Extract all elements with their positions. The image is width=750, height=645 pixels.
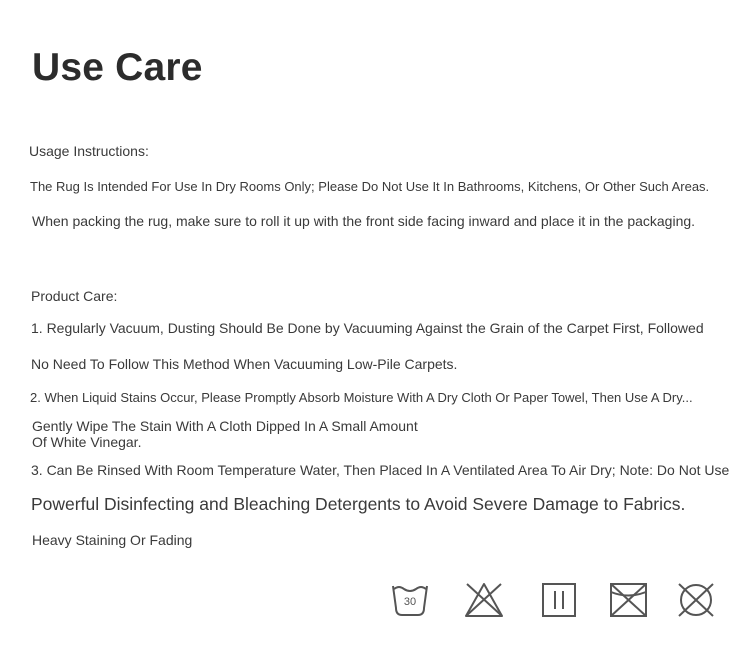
usage-line-dry-rooms: The Rug Is Intended For Use In Dry Rooms Only; Please Do Not Use It In Bathrooms, Kitchens, Or Other Such Areas. xyxy=(30,179,710,194)
wash-temperature-label: 30 xyxy=(403,596,417,608)
wash-30-icon xyxy=(388,578,434,624)
do-not-dry-clean-icon xyxy=(676,578,722,624)
care-item-vacuum: 1. Regularly Vacuum, Dusting Should Be Done by Vacuuming Against the Grain of the Carpet First, Followed xyxy=(31,320,704,336)
care-heading: Product Care: xyxy=(31,288,118,304)
care-item-vacuum-note: No Need To Follow This Method When Vacuuming Low-Pile Carpets. xyxy=(31,356,458,372)
usage-heading: Usage Instructions: xyxy=(29,143,149,159)
do-not-bleach-icon xyxy=(462,578,508,624)
care-item-stains-note-b: Of White Vinegar. xyxy=(32,434,142,450)
page-title: Use Care xyxy=(32,46,203,89)
care-symbols xyxy=(388,578,728,624)
care-item-rinse-note: Heavy Staining Or Fading xyxy=(32,532,193,548)
care-item-rinse: 3. Can Be Rinsed With Room Temperature Water, Then Placed In A Ventilated Area To Air Dry; Note: Do Not Use xyxy=(31,462,730,478)
usage-line-packing: When packing the rug, make sure to roll it up with the front side facing inward and place it in the packaging. xyxy=(32,213,696,229)
care-item-stains: 2. When Liquid Stains Occur, Please Promptly Absorb Moisture With A Dry Cloth Or Paper Towel, Then Use A Dry... xyxy=(30,390,693,405)
do-not-tumble-dry-icon xyxy=(608,578,654,624)
care-item-stains-note-a: Gently Wipe The Stain With A Cloth Dipped In A Small Amount xyxy=(32,418,418,434)
hang-dry-icon xyxy=(540,578,586,624)
care-item-rinse-warning: Powerful Disinfecting and Bleaching Detergents to Avoid Severe Damage to Fabrics. xyxy=(31,494,686,514)
